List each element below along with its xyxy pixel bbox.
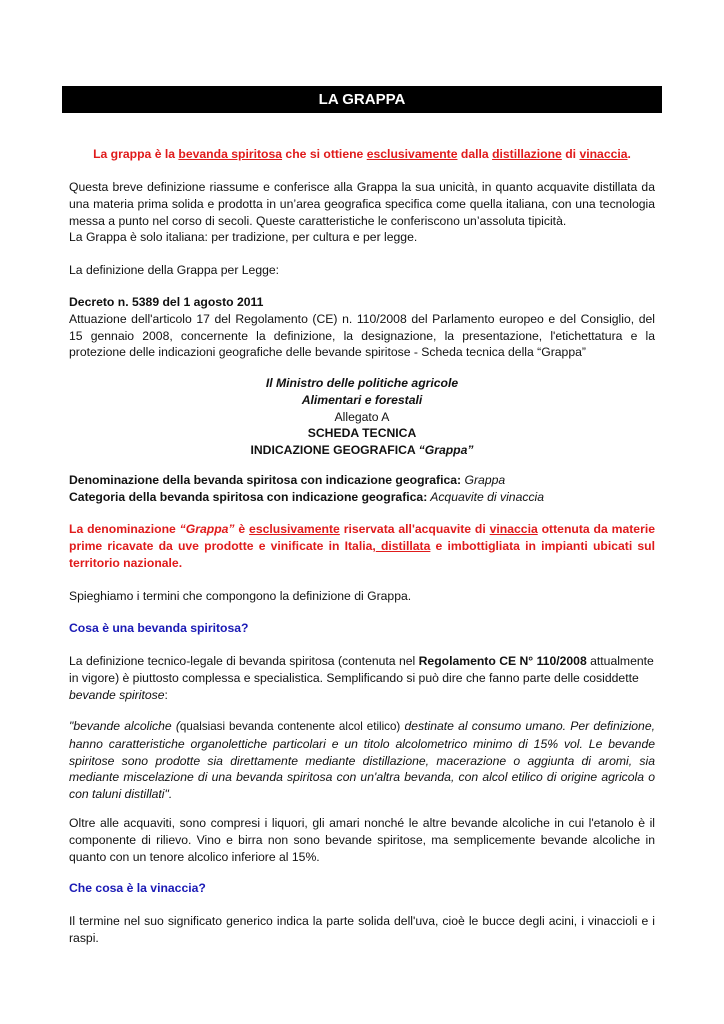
quote-definition (69, 718, 655, 803)
paragraph-uniqueness (69, 179, 655, 246)
protected-underlined: esclusivamente (249, 522, 340, 536)
decree-title: Decreto n. 5389 del 1 agosto 2011 (69, 295, 264, 309)
question-vinaccia: Che cosa è la vinaccia? (69, 881, 206, 895)
paragraph-legal-intro: La definizione della Grappa per Legge: (69, 263, 280, 277)
protected-text: “Grappa” (179, 522, 235, 536)
intro-text: di (561, 147, 580, 161)
denomination-value: Grappa (461, 473, 506, 487)
protected-text: riservata all'acquavite di (339, 522, 490, 536)
protected-text: è (234, 522, 250, 536)
protected-text: e imbottigliata in impianti ubicati sul territorio nazionale. (69, 538, 655, 570)
decree-text: Attuazione dell'articolo 17 del Regolamento (CE) n. 110/2008 del Parlamento europeo e del Consiglio, del 15 gennaio 2008, concernente la definizione, la designazione, la presentazione, l'etichettatura e la protezione delle indicazioni geografiche delle bevande spiritose - Scheda tecnica della “Grappa” (69, 311, 655, 360)
protected-underlined: vinaccia (489, 522, 538, 536)
intro-underlined: vinaccia (579, 147, 628, 161)
paragraph-text: attualmente in vigore) è piuttosto complessa e specialistica. Semplificando si può dire che fanno parte delle cosiddette (69, 654, 654, 685)
annex-label: Allegato A (334, 409, 390, 424)
protected-text: La denominazione (69, 522, 180, 536)
paragraph-vinaccia: Il termine nel suo significato generico indica la parte solida dell'uva, cioè le bucce degli acini, i vinaccioli e i raspi. (69, 914, 655, 945)
ministry-header (69, 375, 655, 459)
ministry-line: Alimentari e forestali (301, 392, 423, 407)
protected-denomination (69, 521, 655, 571)
intro-underlined: bevanda spiritosa (178, 147, 283, 161)
page-title: LA GRAPPA (62, 86, 662, 113)
intro-text: che si ottiene (282, 147, 367, 161)
intro-text: La grappa è la (93, 147, 179, 161)
denomination-section (69, 472, 655, 506)
decree-section (69, 294, 655, 361)
quote-text: "bevande alcoliche ( (69, 719, 180, 733)
intro-text: dalla (457, 147, 493, 161)
intro-underlined: esclusivamente (366, 147, 458, 161)
category-label: Categoria della bevanda spiritosa con indicazione geografica: (69, 489, 428, 504)
protected-underlined: distillata (375, 538, 431, 553)
paragraph-text: La Grappa è solo italiana: per tradizione, per cultura e per legge. (69, 230, 418, 245)
question-spirit-drink: Cosa è una bevanda spiritosa? (69, 621, 249, 635)
intro-definition (69, 146, 655, 163)
protected-text: ottenuta da materie prime ricavate da uve prodotte e vinificate in Italia, (69, 522, 655, 553)
paragraph-liquors: Oltre alle acquaviti, sono compresi i liquori, gli amari nonché le altre bevande alcoliche in cui l'etanolo è il componente di rilievo. Vino e birra non sono bevande spiritose, ma semplicemente bevande alcoliche in quanto con un tenore alcolico inferiore al 15%. (69, 816, 655, 864)
intro-text: . (627, 147, 631, 161)
technical-sheet-label: SCHEDA TECNICA (307, 426, 417, 441)
geographic-indication-value: “Grappa” (418, 443, 474, 458)
paragraph-explain: Spieghiamo i termini che compongono la definizione di Grappa. (69, 589, 412, 603)
geographic-indication-label: INDICAZIONE GEOGRAFICA (250, 443, 419, 458)
regulation-ref: Regolamento CE N° 110/2008 (418, 654, 587, 668)
category-value: Acquavite di vinaccia (427, 489, 545, 504)
paragraph-spirit-definition (69, 653, 655, 703)
quote-text: destinate al consumo umano. Per definizione, hanno caratteristiche organolettiche particolari e un titolo alcolometrico minimo di 15% vol. Le bevande spiritose sono prodotte sia direttamente mediante distillazione, macerazione o aggiunta di aromi, sia mediante miscelazione di una bevanda spiritosa con un'altra bevanda, con alcol etilico di origine agricola o con taluni distillati". (69, 719, 656, 802)
ministry-line: Il Ministro delle politiche agricole (265, 376, 459, 390)
paragraph-text: La definizione tecnico-legale di bevanda spiritosa (contenuta nel (69, 654, 419, 668)
paragraph-text: Questa breve definizione riassume e conferisce alla Grappa la sua unicità, in quanto acquavite distillata da una materia prima solida e prodotta in un’area geografica specifica come quella italiana, con una tecnologia messa a punto nel corso di secoli. Queste caratteristiche le conferiscono un’assoluta tipicità. (69, 180, 655, 228)
paragraph-italic: bevande spiritose (69, 687, 165, 702)
denomination-label: Denominazione della bevanda spiritosa con indicazione geografica: (69, 473, 462, 487)
intro-underlined: distillazione (492, 147, 562, 161)
quote-plain: qualsiasi bevanda contenente alcol etilico) (179, 720, 401, 733)
paragraph-text: : (164, 687, 168, 702)
